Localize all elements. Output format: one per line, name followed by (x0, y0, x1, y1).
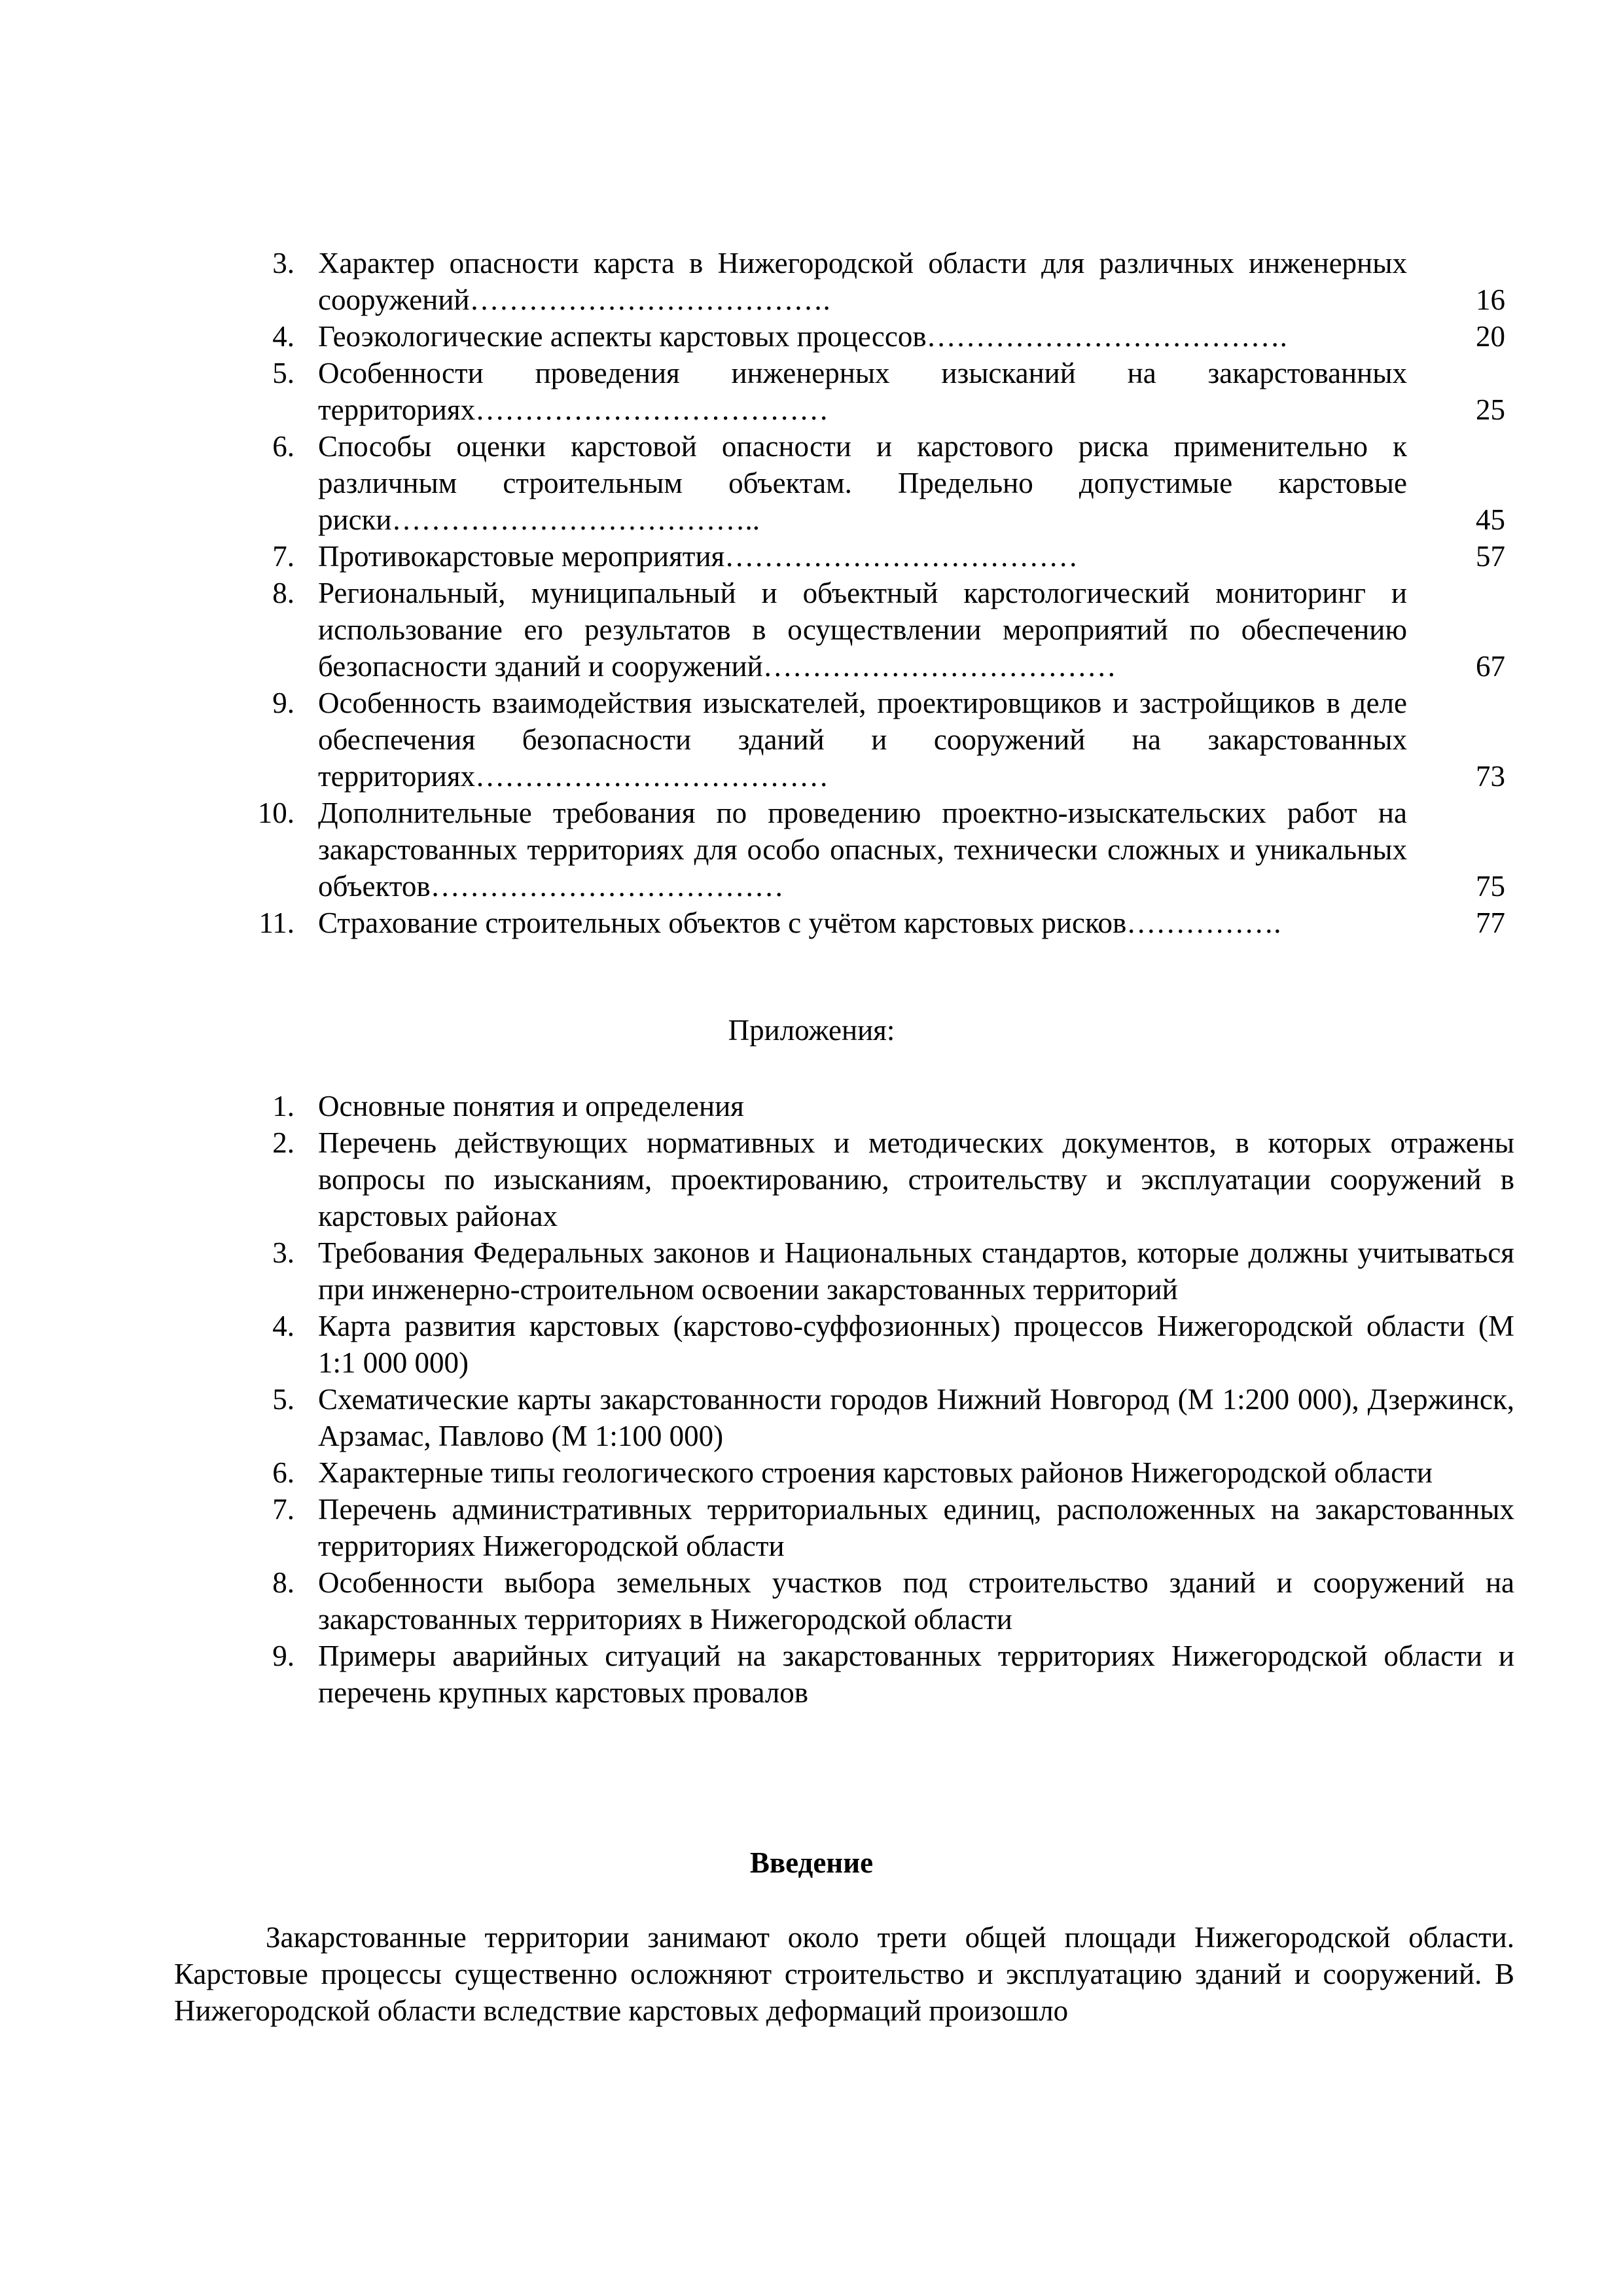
appendix-number: 1. (272, 1090, 294, 1122)
list-item (223, 1564, 1514, 1638)
list-item (223, 1124, 1514, 1234)
toc-item (223, 538, 1505, 575)
appendix-title: Основные понятия и определения (318, 1090, 744, 1122)
list-item (223, 1308, 1514, 1381)
appendix-title: Требования Федеральных законов и Национальных стандартов, которые должны учитываться при инженерно-строительном освоении закарстованных территорий (318, 1236, 1514, 1306)
appendix-number: 6. (272, 1456, 294, 1489)
table-of-contents (223, 245, 1505, 941)
toc-item-title: Особенность взаимодействия изыскателей, проектировщиков и застройщиков в деле обеспечения безопасности зданий и сооружений на закарстованных территориях……………………………… (318, 687, 1407, 793)
appendices-list (223, 1088, 1514, 1711)
appendix-title: Примеры аварийных ситуаций на закарстованных территориях Нижегородской области и перечень крупных карстовых провалов (318, 1640, 1514, 1709)
introduction-paragraph: Закарстованные территории занимают около трети общей площади Нижегородской области. Карстовые процессы существенно осложняют строительство и эксплуатацию зданий и сооружений. В Нижегородской области вследствие карстовых деформаций произошло (174, 1921, 1514, 2027)
appendix-number: 8. (272, 1566, 294, 1599)
toc-item-page: 75 (1476, 870, 1505, 903)
list-item (223, 1381, 1514, 1454)
list-item (223, 1638, 1514, 1711)
list-item (223, 1234, 1514, 1308)
toc-item-number: 11. (259, 906, 294, 939)
toc-item (223, 355, 1505, 428)
toc-item-title: Способы оценки карстовой опасности и карстового риска применительно к различным строительным объектам. Предельно допустимые карстовые риски……………………………….. (318, 430, 1407, 536)
toc-item-number: 10. (257, 797, 294, 829)
toc-item-page: 16 (1476, 283, 1505, 316)
appendix-number: 9. (272, 1640, 294, 1672)
toc-item (223, 795, 1505, 905)
appendix-number: 2. (272, 1126, 294, 1159)
toc-item (223, 905, 1505, 941)
appendix-title: Перечень действующих нормативных и методических документов, в которых отражены вопросы по изысканиям, проектированию, строительству и эксплуатации сооружений в карстовых районах (318, 1126, 1514, 1232)
toc-item (223, 685, 1505, 795)
introduction-heading: Введение (749, 1846, 874, 1879)
appendices-heading: Приложения: (728, 1014, 895, 1047)
appendix-number: 4. (272, 1310, 294, 1342)
toc-item-page: 45 (1476, 503, 1505, 536)
appendix-title: Карта развития карстовых (карстово-суффозионных) процессов Нижегородской области (М 1:1 000 000) (318, 1310, 1514, 1379)
toc-item-title: Характер опасности карста в Нижегородской области для различных инженерных сооружений………………………………. (318, 247, 1407, 316)
toc-item-page: 25 (1476, 393, 1505, 426)
toc-item (223, 318, 1505, 355)
appendix-number: 3. (272, 1236, 294, 1269)
toc-item-number: 6. (272, 430, 294, 463)
toc-item-title: Региональный, муниципальный и объектный карстологический мониторинг и использование его результатов в осуществлении мероприятий по обеспечению безопасности зданий и сооружений……………………………… (318, 577, 1407, 683)
toc-item-title: Геоэкологические аспекты карстовых процессов………………………………. (318, 320, 1287, 353)
toc-item-page: 73 (1476, 760, 1505, 793)
toc-item-number: 8. (272, 577, 294, 609)
toc-item-number: 4. (272, 320, 294, 353)
toc-item-number: 9. (272, 687, 294, 719)
toc-item-page: 77 (1476, 906, 1505, 939)
toc-item-page: 20 (1476, 320, 1505, 353)
toc-item-page: 57 (1476, 540, 1505, 573)
list-item (223, 1454, 1514, 1491)
appendix-title: Характерные типы геологического строения карстовых районов Нижегородской области (318, 1456, 1433, 1489)
toc-item-number: 5. (272, 357, 294, 389)
appendix-number: 5. (272, 1383, 294, 1416)
toc-item-title: Страхование строительных объектов с учётом карстовых рисков……………. (318, 906, 1281, 939)
list-item (223, 1491, 1514, 1564)
list-item (223, 1088, 1514, 1124)
toc-item (223, 575, 1505, 685)
toc-item (223, 428, 1505, 538)
toc-item-title: Дополнительные требования по проведению проектно-изыскательских работ на закарстованных территориях для особо опасных, технически сложных и уникальных объектов……………………………… (318, 797, 1407, 903)
appendix-title: Особенности выбора земельных участков под строительство зданий и сооружений на закарстованных территориях в Нижегородской области (318, 1566, 1514, 1636)
toc-item (223, 245, 1505, 318)
toc-item-title: Особенности проведения инженерных изысканий на закарстованных территориях……………………………… (318, 357, 1407, 426)
appendix-title: Перечень административных территориальных единиц, расположенных на закарстованных территориях Нижегородской области (318, 1493, 1514, 1562)
toc-item-number: 3. (272, 247, 294, 279)
toc-item-number: 7. (272, 540, 294, 573)
toc-item-page: 67 (1476, 650, 1505, 683)
appendix-title: Схематические карты закарстованности городов Нижний Новгород (М 1:200 000), Дзержинск, Арзамас, Павлово (М 1:100 000) (318, 1383, 1514, 1452)
toc-item-title: Противокарстовые мероприятия……………………………… (318, 540, 1079, 573)
appendix-number: 7. (272, 1493, 294, 1526)
